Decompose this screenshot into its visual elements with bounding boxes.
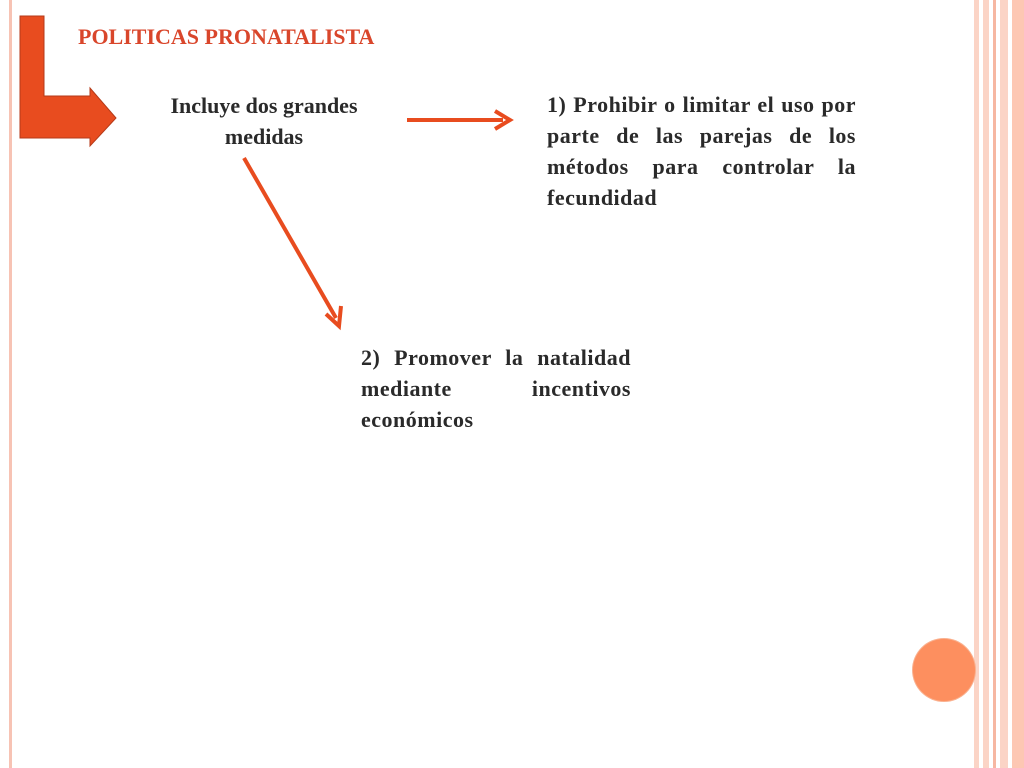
arrow-down-right-icon xyxy=(244,158,341,326)
central-concept-text: Incluye dos grandes medidas xyxy=(170,93,358,149)
decorative-circle xyxy=(913,639,975,701)
measure-1-text: 1) Prohibir o limitar el uso por parte de las parejas de los métodos para controlar la fecundidad xyxy=(547,92,856,210)
page-title: POLITICAS PRONATALISTA xyxy=(78,24,375,49)
measure-2-text: 2) Promover la natalidad mediante incentivos económicos xyxy=(361,345,631,432)
arrow-right-icon xyxy=(407,111,510,129)
